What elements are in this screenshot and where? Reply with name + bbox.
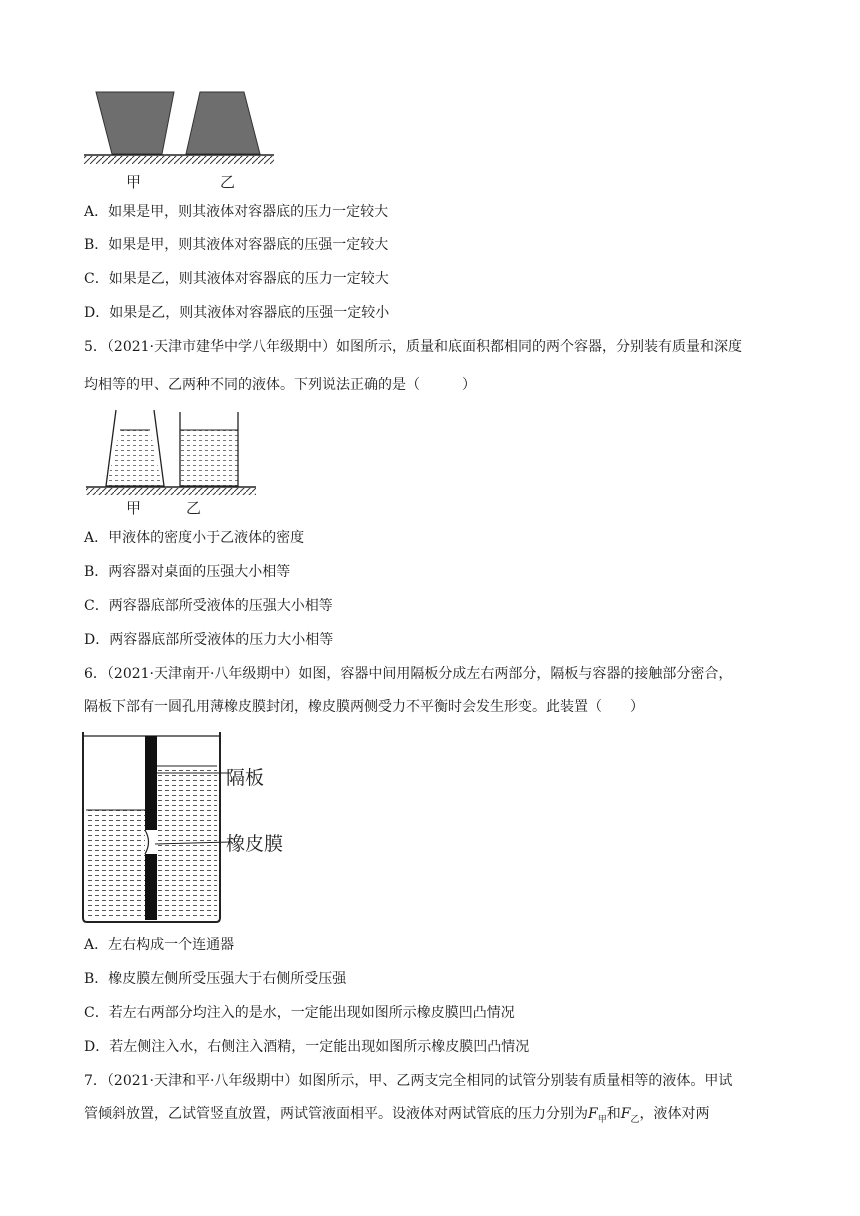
force-sub-jia: 甲	[597, 1114, 607, 1125]
q7-stem-line2-text: 管倾斜放置，乙试管竖直放置，两试管液面相平。设液体对两试管底的压力分别为	[84, 1106, 588, 1122]
q5-option-c[interactable]: C．两容器底部所受液体的压强大小相等	[84, 598, 333, 614]
q7-stem-line1: 7．（2021·天津和平·八年级期中）如图所示，甲、乙两支完全相同的试管分别装有质量相等的液体。甲试	[84, 1073, 733, 1089]
q6-option-d[interactable]: D．若左侧注入水，右侧注入酒精，一定能出现如图所示橡皮膜凹凸情况	[84, 1039, 530, 1055]
label-membrane: 橡皮膜	[226, 833, 284, 855]
label-yi-2: 乙	[186, 499, 202, 517]
force-sub-yi: 乙	[630, 1114, 640, 1125]
q7-and: 和	[606, 1106, 621, 1122]
q5-option-b[interactable]: B．两容器对桌面的压强大小相等	[84, 564, 291, 580]
force-f-yi: F	[620, 1106, 631, 1122]
q6-option-a[interactable]: A．左右构成一个连通器	[84, 937, 235, 953]
label-partition: 隔板	[226, 767, 265, 789]
container-jia	[96, 92, 174, 154]
q7-stem-line2	[84, 1104, 709, 1130]
container-yi	[186, 92, 260, 154]
q6-option-b[interactable]: B．橡皮膜左侧所受压强大于右侧所受压强	[84, 971, 347, 987]
label-jia-2: 甲	[126, 499, 142, 517]
q4-option-a[interactable]: A．如果是甲，则其液体对容器底的压力一定较大	[84, 204, 389, 220]
q4-option-d[interactable]: D．如果是乙，则其液体对容器底的压强一定较小	[84, 305, 390, 321]
label-yi: 乙	[220, 173, 236, 191]
q6-stem-line2: 隔板下部有一圆孔用薄橡皮膜封闭，橡皮膜两侧受力不平衡时会发生形变。此装置（ ）	[84, 699, 644, 715]
figure-containers-1	[84, 86, 284, 196]
figure-containers-2	[84, 408, 264, 518]
force-f-jia: F	[588, 1106, 598, 1122]
partition	[145, 736, 157, 830]
figure-partition-container	[80, 728, 300, 928]
rubber-membrane	[145, 830, 149, 854]
q4-option-c[interactable]: C．如果是乙，则其液体对容器底的压力一定较大	[84, 271, 389, 287]
q6-stem-line1: 6．（2021·天津南开·八年级期中）如图，容器中间用隔板分成左右两部分，隔板与容器的接触部分密合，	[84, 666, 733, 682]
label-jia: 甲	[126, 173, 142, 191]
liquid-left	[86, 810, 145, 920]
q7-stem-line2-tail: ，液体对两	[639, 1106, 710, 1122]
q6-option-c[interactable]: C．若左右两部分均注入的是水，一定能出现如图所示橡皮膜凹凸情况	[84, 1005, 515, 1021]
liquid-jia	[106, 430, 162, 486]
q5-option-d[interactable]: D．两容器底部所受液体的压力大小相等	[84, 632, 334, 648]
q5-option-a[interactable]: A．甲液体的密度小于乙液体的密度	[84, 530, 305, 546]
q5-stem-line1: 5．（2021·天津市建华中学八年级期中）如图所示，质量和底面积都相同的两个容器，分别装有质量和深度	[84, 339, 742, 355]
q4-option-b[interactable]: B．如果是甲，则其液体对容器底的压强一定较大	[84, 237, 389, 253]
q5-stem-line2: 均相等的甲、乙两种不同的液体。下列说法正确的是（ ）	[84, 377, 476, 393]
liquid-yi	[180, 430, 238, 486]
